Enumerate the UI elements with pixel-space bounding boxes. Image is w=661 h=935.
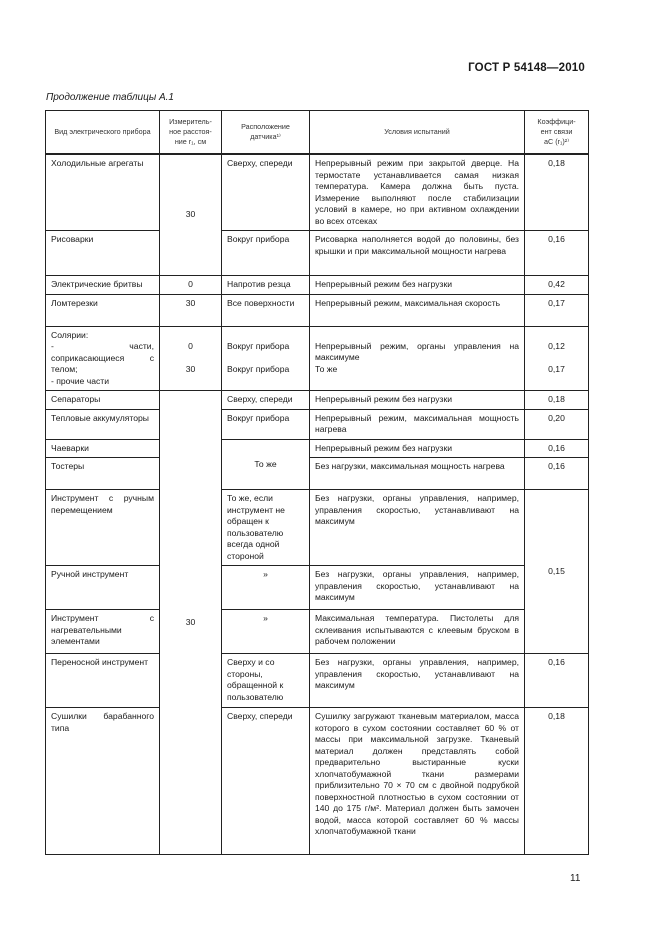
device-cell: Ручной инструмент	[46, 566, 160, 610]
page-number: 11	[570, 873, 581, 884]
header-distance: Измеритель- ное расстоя- ние r₁, см	[160, 111, 222, 155]
sensor-cell: Сверху, спереди	[222, 391, 310, 410]
coef-cell: 0,42	[525, 276, 589, 295]
table-row	[46, 610, 589, 654]
distance-cell: 0	[160, 276, 222, 295]
device-cell: Холодильные агрегаты	[46, 154, 160, 231]
coef-cell: 0,16	[525, 654, 589, 708]
conditions-cell: Непрерывный режим при закрытой дверце. На термостате устанавливается самая низкая температура. Камера должна быть пуста. Измерение выполняют после стабилизации условий в камере, но при активном охлаждении во всех отсеках	[310, 154, 525, 231]
sensor-cell: »	[222, 610, 310, 654]
sensor-cell: Вокруг прибора	[222, 409, 310, 439]
conditions-cell: Сушилку загружают тканевым материалом, масса которого в сухом состоянии составляет 60 % от массы при максимальной загрузке. Тканевый материал должен представлять собой предварительно выстиранные куски хлопчатобумажной ткани размерами приблизительно 70 × 70 см с двойной подрубкой поверхностной плотностью в сухом состоянии от 140 до 175 г/м². Материал должен быть замочен водой, масса которой составляет 60 % массы хлопчатобумажной ткани	[310, 708, 525, 855]
appliance-table	[45, 110, 589, 855]
conditions-cell: Без нагрузки, органы управления, например, управления скоростью, устанавливают на максимум	[310, 490, 525, 566]
table-row	[46, 439, 589, 458]
conditions-cell: Непрерывный режим, максимальная скорость	[310, 294, 525, 326]
conditions-cell: Непрерывный режим без нагрузки	[310, 391, 525, 410]
standard-number: ГОСТ Р 54148—2010	[468, 62, 585, 74]
table-row	[46, 154, 589, 231]
table-row	[46, 458, 589, 490]
device-cell: Электрические бритвы	[46, 276, 160, 295]
coef-cell: 0,16	[525, 231, 589, 276]
coef-cell: 0,17	[525, 294, 589, 326]
conditions-cell: Без нагрузки, органы управления, например, управления скоростью, устанавливают на максимум	[310, 654, 525, 708]
sensor-cell: То же	[222, 439, 310, 490]
header-sensor: Расположение датчика¹⁾	[222, 111, 310, 155]
table-header-row	[46, 111, 589, 155]
device-cell: Сепараторы	[46, 391, 160, 410]
device-cell: Переносной инструмент	[46, 654, 160, 708]
distance-cell: 30	[160, 154, 222, 276]
device-cell: Тостеры	[46, 458, 160, 490]
sensor-cell: Вокруг прибора	[222, 231, 310, 276]
header-conditions: Условия испытаний	[310, 111, 525, 155]
device-cell: Ломтерезки	[46, 294, 160, 326]
table-row	[46, 276, 589, 295]
conditions-cell: Непрерывный режим без нагрузки	[310, 276, 525, 295]
conditions-cell: Непрерывный режим, органы управления на максимуме То же	[310, 326, 525, 391]
conditions-cell: Максимальная температура. Пистолеты для склеивания испытываются с клеевым бруском в рабочем положении	[310, 610, 525, 654]
device-cell: Чаеварки	[46, 439, 160, 458]
coef-cell: 0,18	[525, 391, 589, 410]
device-cell: Тепловые аккумуляторы	[46, 409, 160, 439]
distance-cell: 30	[160, 294, 222, 326]
sensor-cell: Сверху и со стороны, обращенной к пользователю	[222, 654, 310, 708]
sensor-cell: Сверху, спереди	[222, 154, 310, 231]
table-row	[46, 409, 589, 439]
header-coef: Коэффици- ент связи aC (r₁)²⁾	[525, 111, 589, 155]
table-caption: Продолжение таблицы А.1	[46, 92, 174, 103]
device-cell: Инструмент с ручным перемещением	[46, 490, 160, 566]
table-row	[46, 391, 589, 410]
table-row	[46, 654, 589, 708]
device-cell: Сушилки барабанного типа	[46, 708, 160, 855]
distance-cell: 30	[160, 391, 222, 855]
sensor-cell: То же, если инструмент не обращен к пользователю всегда одной стороной	[222, 490, 310, 566]
sensor-cell: Вокруг прибора Вокруг прибора	[222, 326, 310, 391]
sensor-cell: Сверху, спереди	[222, 708, 310, 855]
distance-cell: 0 30	[160, 326, 222, 391]
conditions-cell: Рисоварка наполняется водой до половины, без крышки и при максимальной мощности нагрева	[310, 231, 525, 276]
coef-cell: 0,16	[525, 439, 589, 458]
conditions-cell: Непрерывный режим без нагрузки	[310, 439, 525, 458]
coef-cell: 0,18	[525, 708, 589, 855]
sensor-cell: Напротив резца	[222, 276, 310, 295]
device-cell: Инструмент с нагревательными элементами	[46, 610, 160, 654]
sensor-cell: Все поверхности	[222, 294, 310, 326]
coef-cell: 0,16	[525, 458, 589, 490]
device-cell: Рисоварки	[46, 231, 160, 276]
coef-cell: 0,20	[525, 409, 589, 439]
table-row	[46, 566, 589, 610]
coef-cell: 0,15	[525, 490, 589, 654]
conditions-cell: Без нагрузки, максимальная мощность нагрева	[310, 458, 525, 490]
table-row	[46, 708, 589, 855]
sensor-cell: »	[222, 566, 310, 610]
conditions-cell: Без нагрузки, органы управления, например, управления скоростью, устанавливают на максимум	[310, 566, 525, 610]
table-row	[46, 231, 589, 276]
table-row	[46, 294, 589, 326]
device-cell: Солярии: - части, соприкасающиеся с телом; - прочие части	[46, 326, 160, 391]
conditions-cell: Непрерывный режим, максимальная мощность нагрева	[310, 409, 525, 439]
coef-cell: 0,12 0,17	[525, 326, 589, 391]
table-row	[46, 490, 589, 566]
coef-cell: 0,18	[525, 154, 589, 231]
header-device: Вид электрического прибора	[46, 111, 160, 155]
table-row	[46, 326, 589, 391]
